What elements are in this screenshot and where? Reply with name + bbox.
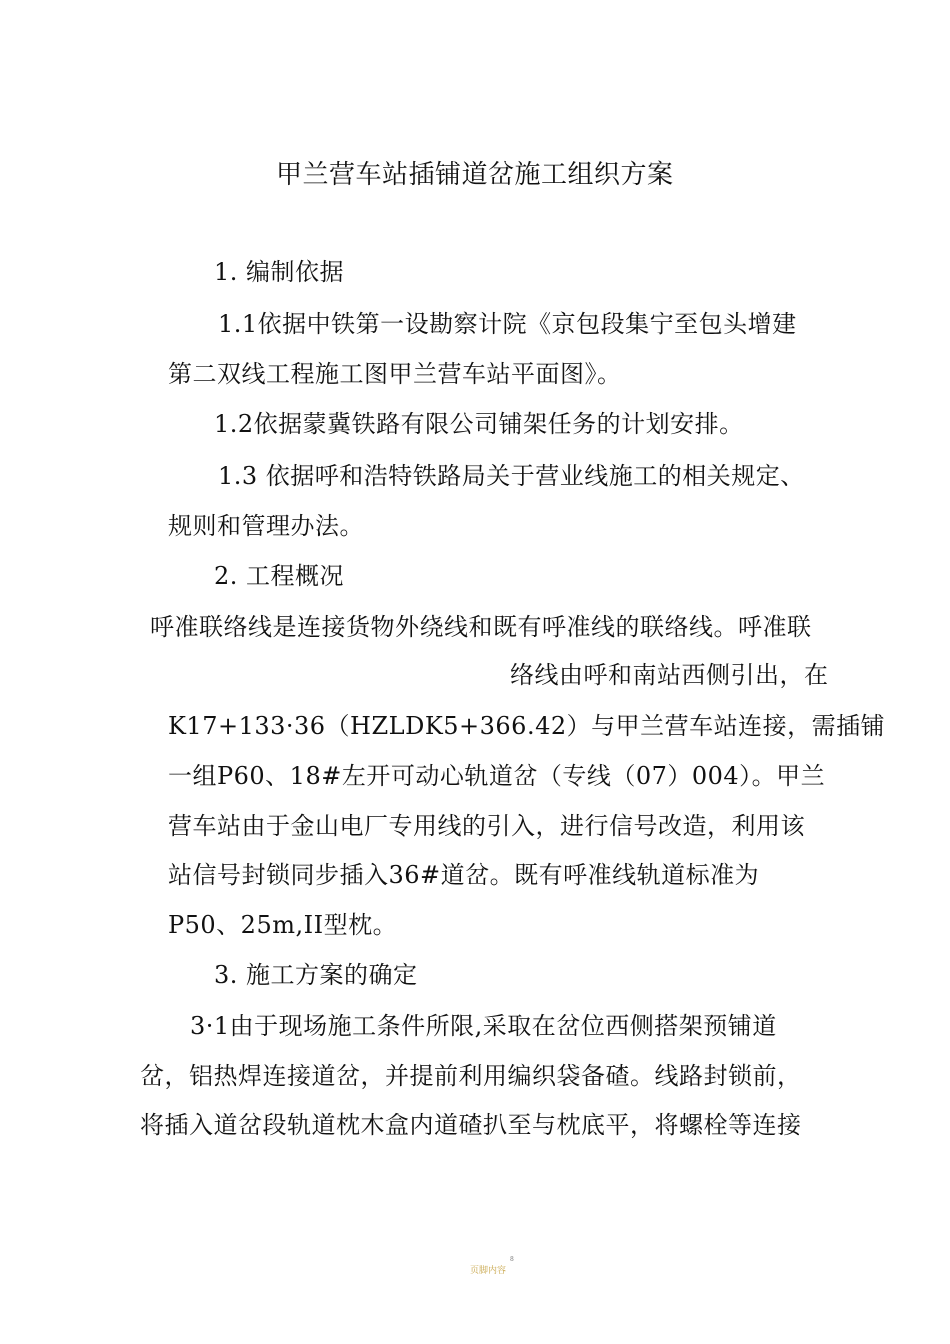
section-heading: 2. 工程概况 xyxy=(214,562,345,590)
paragraph-line: 1.3 依据呼和浩特铁路局关于营业线施工的相关规定、 xyxy=(218,462,805,490)
paragraph-line: 营车站由于金山电厂专用线的引入，进行信号改造，利用该 xyxy=(168,812,805,840)
paragraph-line: 将插入道岔段轨道枕木盒内道碴扒至与枕底平，将螺栓等连接 xyxy=(140,1111,802,1139)
paragraph-line: 规则和管理办法。 xyxy=(168,512,364,540)
paragraph-line: K17+133·36（HZLDK5+366.42）与甲兰营车站连接，需插铺 xyxy=(168,712,886,740)
page-title: 甲兰营车站插铺道岔施工组织方案 xyxy=(276,160,674,190)
paragraph-line: 络线由呼和南站西侧引出，在 xyxy=(510,661,829,689)
paragraph-line: 岔，铝热焊连接道岔，并提前利用编织袋备碴。线路封锁前， xyxy=(140,1062,802,1090)
page-footer: 页脚内容 xyxy=(470,1266,507,1276)
section-heading: 3. 施工方案的确定 xyxy=(214,961,418,989)
page-number: 8 xyxy=(510,1256,514,1263)
paragraph-line: 1.2依据蒙冀铁路有限公司铺架任务的计划安排。 xyxy=(214,410,744,438)
paragraph-line: 第二双线工程施工图甲兰营车站平面图》。 xyxy=(168,360,622,388)
paragraph-line: 3·1由于现场施工条件所限,采取在岔位西侧搭架预铺道 xyxy=(190,1012,777,1040)
paragraph-line: 呼准联络线是连接货物外绕线和既有呼准线的联络线。呼准联 xyxy=(150,613,812,641)
paragraph-line: 站信号封锁同步插入36#道岔。既有呼准线轨道标准为 xyxy=(168,861,760,889)
paragraph-line: 一组P60、18#左开可动心轨道岔（专线（07）004）。甲兰 xyxy=(168,762,826,790)
paragraph-line: 1.1依据中铁第一设勘察计院《京包段集宁至包头增建 xyxy=(218,310,797,338)
section-heading: 1. 编制依据 xyxy=(214,258,345,286)
paragraph-line: P50、25m,II型枕。 xyxy=(168,911,398,939)
